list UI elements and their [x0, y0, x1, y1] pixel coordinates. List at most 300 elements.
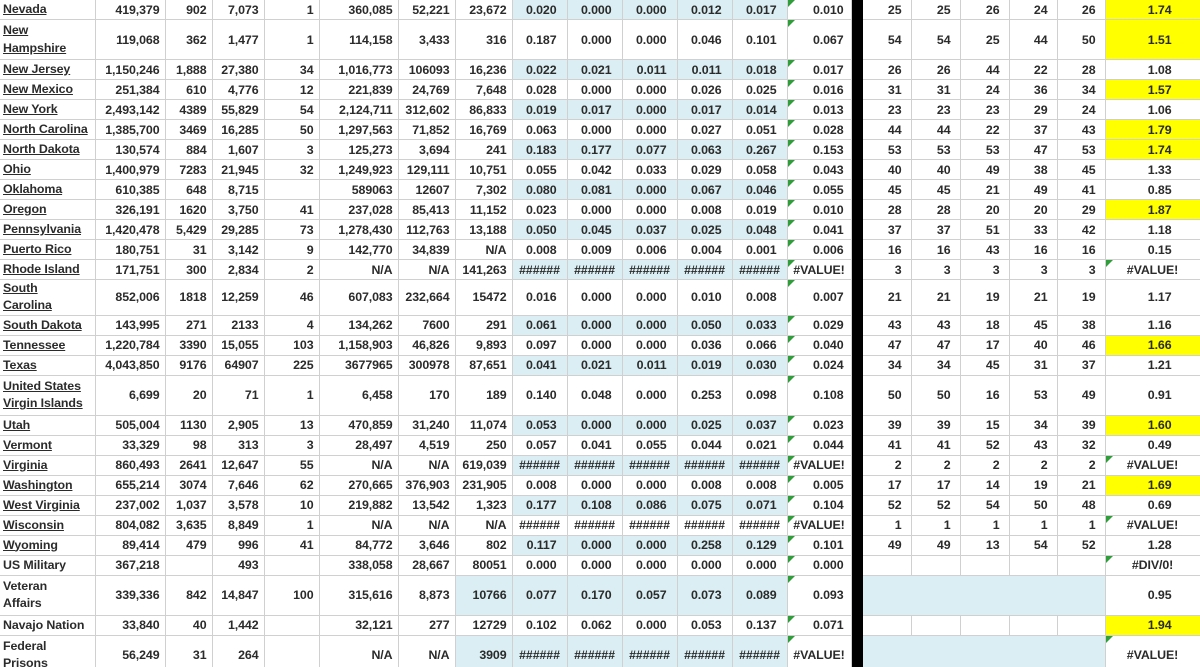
cell-rank[interactable]: 40	[911, 160, 960, 180]
cell-rate[interactable]: 0.033	[622, 160, 677, 180]
cell-score-highlighted[interactable]: 1.51	[1105, 20, 1200, 60]
cell-count[interactable]: 1	[264, 0, 319, 20]
cell-count[interactable]: 40	[165, 615, 212, 635]
cell-rate[interactable]: 0.053	[512, 415, 567, 435]
state-link-new-mexico[interactable]	[0, 80, 95, 100]
cell-count[interactable]: 3,646	[398, 535, 455, 555]
cell-rate[interactable]: 0.062	[567, 615, 622, 635]
cell-rank[interactable]: 52	[1057, 535, 1105, 555]
cell-count[interactable]: 4,043,850	[95, 355, 165, 375]
cell-rate[interactable]: 0.000	[567, 20, 622, 60]
cell-count[interactable]: N/A	[398, 515, 455, 535]
cell-rank[interactable]: 37	[1057, 355, 1105, 375]
cell-score-highlighted[interactable]: 1.57	[1105, 80, 1200, 100]
cell-rank[interactable]: 53	[862, 140, 911, 160]
cell-rank[interactable]: 2	[911, 455, 960, 475]
cell-rate[interactable]: 0.067	[677, 180, 732, 200]
cell-count[interactable]: 2,905	[212, 415, 264, 435]
cell-rank[interactable]: 28	[911, 200, 960, 220]
state-link-puerto-rico[interactable]	[0, 240, 95, 260]
cell-rate[interactable]: 0.008	[512, 240, 567, 260]
cell-count[interactable]: 1,477	[212, 20, 264, 60]
cell-rank[interactable]: 22	[1009, 60, 1057, 80]
cell-rank[interactable]	[960, 555, 1009, 575]
cell-count[interactable]: 46	[264, 280, 319, 316]
cell-score-highlighted[interactable]: 1.60	[1105, 415, 1200, 435]
cell-count[interactable]: 1,442	[212, 615, 264, 635]
state-link-new-jersey[interactable]	[0, 60, 95, 80]
cell-rate[interactable]: ######	[567, 455, 622, 475]
cell-count[interactable]: 376,903	[398, 475, 455, 495]
cell-count[interactable]: 300978	[398, 355, 455, 375]
cell-average[interactable]: #VALUE!	[787, 635, 851, 667]
cell-rank[interactable]: 41	[1057, 180, 1105, 200]
cell-count[interactable]: 180,751	[95, 240, 165, 260]
cell-count[interactable]: 29,285	[212, 220, 264, 240]
cell-count[interactable]: 10766	[455, 575, 512, 615]
cell-count[interactable]: 610,385	[95, 180, 165, 200]
cell-score[interactable]: #VALUE!	[1105, 260, 1200, 280]
cell-count[interactable]: 143,995	[95, 315, 165, 335]
cell-rate[interactable]: 0.000	[567, 80, 622, 100]
cell-count[interactable]: 4,776	[212, 80, 264, 100]
cell-count[interactable]: 21,945	[212, 160, 264, 180]
cell-rate[interactable]: ######	[677, 260, 732, 280]
cell-score-highlighted[interactable]: 1.94	[1105, 615, 1200, 635]
cell-rank[interactable]: 53	[960, 140, 1009, 160]
cell-count[interactable]: 2,493,142	[95, 100, 165, 120]
cell-rank[interactable]	[862, 615, 911, 635]
cell-rate[interactable]: 0.045	[567, 220, 622, 240]
state-link-united-states-virgin-islands[interactable]	[0, 375, 95, 415]
cell-count[interactable]: 2,834	[212, 260, 264, 280]
cell-average[interactable]: 0.067	[787, 20, 851, 60]
cell-count[interactable]: 112,763	[398, 220, 455, 240]
cell-count[interactable]: 9	[264, 240, 319, 260]
cell-rate[interactable]: 0.033	[732, 315, 787, 335]
cell-average[interactable]: 0.093	[787, 575, 851, 615]
cell-count[interactable]: 1620	[165, 200, 212, 220]
cell-rate[interactable]: 0.029	[677, 160, 732, 180]
cell-rank[interactable]: 38	[1057, 315, 1105, 335]
cell-rank[interactable]	[960, 615, 1009, 635]
cell-rate[interactable]: 0.051	[732, 120, 787, 140]
cell-average[interactable]: 0.017	[787, 60, 851, 80]
cell-rank[interactable]: 40	[1009, 335, 1057, 355]
cell-count[interactable]: 3,635	[165, 515, 212, 535]
cell-rank[interactable]: 49	[960, 160, 1009, 180]
cell-count[interactable]: 2,124,711	[319, 100, 398, 120]
cell-count[interactable]: 8,873	[398, 575, 455, 615]
cell-rank[interactable]: 17	[862, 475, 911, 495]
cell-count[interactable]: 33,329	[95, 435, 165, 455]
row-label-veteran-affairs[interactable]	[0, 575, 95, 615]
cell-count[interactable]: 31	[165, 240, 212, 260]
cell-score[interactable]: #VALUE!	[1105, 635, 1200, 667]
cell-count[interactable]: 50	[264, 120, 319, 140]
cell-rate[interactable]: 0.004	[677, 240, 732, 260]
cell-count[interactable]: 32,121	[319, 615, 398, 635]
cell-rank[interactable]: 17	[911, 475, 960, 495]
cell-average[interactable]: 0.041	[787, 220, 851, 240]
cell-rate[interactable]: 0.001	[732, 240, 787, 260]
cell-rate[interactable]: 0.000	[567, 280, 622, 316]
cell-count[interactable]: 1,400,979	[95, 160, 165, 180]
cell-rate[interactable]: 0.050	[677, 315, 732, 335]
state-link-north-carolina[interactable]	[0, 120, 95, 140]
cell-count[interactable]: 589063	[319, 180, 398, 200]
cell-rate[interactable]: 0.117	[512, 535, 567, 555]
cell-rate[interactable]: 0.042	[567, 160, 622, 180]
cell-count[interactable]: 852,006	[95, 280, 165, 316]
cell-rank[interactable]: 19	[1057, 280, 1105, 316]
cell-rate[interactable]: 0.041	[567, 435, 622, 455]
cell-count[interactable]: 232,664	[398, 280, 455, 316]
cell-count[interactable]: 64907	[212, 355, 264, 375]
cell-rank[interactable]: 29	[1009, 100, 1057, 120]
cell-rate[interactable]: 0.020	[512, 0, 567, 20]
cell-count[interactable]: 125,273	[319, 140, 398, 160]
cell-rank[interactable]: 16	[1009, 240, 1057, 260]
cell-rank[interactable]: 43	[911, 315, 960, 335]
cell-count[interactable]: 291	[455, 315, 512, 335]
state-link-ohio[interactable]	[0, 160, 95, 180]
cell-rank[interactable]	[1009, 615, 1057, 635]
cell-rank[interactable]: 39	[1057, 415, 1105, 435]
cell-count[interactable]: 3	[264, 140, 319, 160]
state-link-oklahoma[interactable]	[0, 180, 95, 200]
cell-count[interactable]: 221,839	[319, 80, 398, 100]
cell-count[interactable]: 28,667	[398, 555, 455, 575]
cell-count[interactable]: 71	[212, 375, 264, 415]
cell-rate[interactable]: 0.101	[732, 20, 787, 60]
cell-score-highlighted[interactable]: 1.66	[1105, 335, 1200, 355]
cell-count[interactable]: 7283	[165, 160, 212, 180]
cell-count[interactable]: 610	[165, 80, 212, 100]
cell-rate[interactable]: 0.008	[732, 475, 787, 495]
cell-rate[interactable]: 0.108	[567, 495, 622, 515]
cell-count[interactable]: 28,497	[319, 435, 398, 455]
cell-rank[interactable]: 15	[960, 415, 1009, 435]
cell-rank[interactable]: 53	[1057, 140, 1105, 160]
cell-score[interactable]: 0.69	[1105, 495, 1200, 515]
cell-score[interactable]: 1.06	[1105, 100, 1200, 120]
cell-rank[interactable]: 26	[911, 60, 960, 80]
cell-count[interactable]: 3,694	[398, 140, 455, 160]
cell-rank[interactable]: 46	[1057, 335, 1105, 355]
cell-score[interactable]: 0.49	[1105, 435, 1200, 455]
cell-score[interactable]: #DIV/0!	[1105, 555, 1200, 575]
cell-count[interactable]: 7600	[398, 315, 455, 335]
cell-count[interactable]: 1,037	[165, 495, 212, 515]
cell-rank[interactable]: 54	[911, 20, 960, 60]
cell-rate[interactable]: 0.057	[512, 435, 567, 455]
cell-count[interactable]: 241	[455, 140, 512, 160]
cell-rank[interactable]: 45	[1057, 160, 1105, 180]
cell-rank[interactable]: 3	[1009, 260, 1057, 280]
cell-count[interactable]: 802	[455, 535, 512, 555]
cell-rate[interactable]: ######	[622, 635, 677, 667]
cell-count[interactable]: 264	[212, 635, 264, 667]
cell-score[interactable]: 0.95	[1105, 575, 1200, 615]
cell-score-highlighted[interactable]: 1.74	[1105, 140, 1200, 160]
cell-count[interactable]: 85,413	[398, 200, 455, 220]
cell-rate[interactable]: ######	[677, 455, 732, 475]
cell-rank[interactable]: 3	[911, 260, 960, 280]
cell-rank[interactable]: 25	[960, 20, 1009, 60]
cell-rate[interactable]: ######	[732, 635, 787, 667]
cell-rate[interactable]: 0.000	[622, 280, 677, 316]
cell-count[interactable]: 1130	[165, 415, 212, 435]
cell-rank[interactable]: 28	[1057, 60, 1105, 80]
cell-rate[interactable]: 0.037	[622, 220, 677, 240]
cell-rank[interactable]: 20	[960, 200, 1009, 220]
cell-count[interactable]: 231,905	[455, 475, 512, 495]
cell-rank[interactable]: 3	[862, 260, 911, 280]
cell-rank[interactable]: 31	[911, 80, 960, 100]
cell-rank[interactable]: 23	[862, 100, 911, 120]
rank-band-empty[interactable]	[862, 575, 1105, 615]
cell-rate[interactable]: ######	[732, 260, 787, 280]
cell-rank[interactable]: 17	[960, 335, 1009, 355]
cell-rate[interactable]: 0.000	[567, 555, 622, 575]
cell-count[interactable]: 6,458	[319, 375, 398, 415]
cell-rank[interactable]: 47	[1009, 140, 1057, 160]
cell-rate[interactable]: 0.036	[677, 335, 732, 355]
cell-rank[interactable]: 37	[862, 220, 911, 240]
cell-rank[interactable]: 2	[1057, 455, 1105, 475]
cell-score-highlighted[interactable]: 1.74	[1105, 0, 1200, 20]
cell-count[interactable]: N/A	[455, 240, 512, 260]
cell-rank[interactable]: 21	[862, 280, 911, 316]
cell-rate[interactable]: 0.000	[567, 535, 622, 555]
state-link-wisconsin[interactable]	[0, 515, 95, 535]
cell-count[interactable]: 237,002	[95, 495, 165, 515]
cell-count[interactable]: 1,385,700	[95, 120, 165, 140]
cell-rate[interactable]: 0.021	[732, 435, 787, 455]
cell-rank[interactable]: 54	[862, 20, 911, 60]
cell-rate[interactable]: 0.000	[567, 415, 622, 435]
cell-rate[interactable]: 0.129	[732, 535, 787, 555]
cell-count[interactable]: 251,384	[95, 80, 165, 100]
cell-count[interactable]: 270,665	[319, 475, 398, 495]
cell-count[interactable]: 12	[264, 80, 319, 100]
cell-rank[interactable]: 1	[862, 515, 911, 535]
cell-count[interactable]: 54	[264, 100, 319, 120]
cell-rate[interactable]: 0.000	[622, 335, 677, 355]
cell-rate[interactable]: 0.027	[677, 120, 732, 140]
cell-count[interactable]: 339,336	[95, 575, 165, 615]
cell-rate[interactable]: ######	[512, 260, 567, 280]
cell-count[interactable]: 41	[264, 200, 319, 220]
cell-rate[interactable]: ######	[512, 455, 567, 475]
cell-count[interactable]: 141,263	[455, 260, 512, 280]
cell-rate[interactable]: 0.057	[622, 575, 677, 615]
cell-rank[interactable]	[1057, 615, 1105, 635]
cell-count[interactable]: 1,278,430	[319, 220, 398, 240]
cell-rate[interactable]: 0.022	[512, 60, 567, 80]
cell-count[interactable]: 13	[264, 415, 319, 435]
state-link-oregon[interactable]	[0, 200, 95, 220]
cell-count[interactable]: 100	[264, 575, 319, 615]
cell-count[interactable]: 277	[398, 615, 455, 635]
cell-score[interactable]: #VALUE!	[1105, 455, 1200, 475]
cell-score[interactable]: 0.91	[1105, 375, 1200, 415]
cell-rate[interactable]: 0.030	[732, 355, 787, 375]
cell-rank[interactable]: 47	[862, 335, 911, 355]
cell-count[interactable]: N/A	[319, 515, 398, 535]
cell-rate[interactable]: 0.253	[677, 375, 732, 415]
cell-rate[interactable]: 0.063	[512, 120, 567, 140]
cell-score-highlighted[interactable]: 1.87	[1105, 200, 1200, 220]
cell-rate[interactable]: 0.000	[567, 475, 622, 495]
cell-rate[interactable]: 0.098	[732, 375, 787, 415]
cell-rank[interactable]: 47	[911, 335, 960, 355]
cell-average[interactable]: 0.010	[787, 200, 851, 220]
cell-count[interactable]: 2641	[165, 455, 212, 475]
state-link-north-dakota[interactable]	[0, 140, 95, 160]
cell-average[interactable]: 0.016	[787, 80, 851, 100]
cell-rate[interactable]: 0.000	[622, 120, 677, 140]
cell-rate[interactable]: ######	[512, 515, 567, 535]
cell-count[interactable]: 2133	[212, 315, 264, 335]
cell-count[interactable]: 84,772	[319, 535, 398, 555]
cell-rate[interactable]: ######	[622, 260, 677, 280]
cell-count[interactable]: 1,297,563	[319, 120, 398, 140]
cell-count[interactable]: 1,016,773	[319, 60, 398, 80]
cell-count[interactable]: 3,578	[212, 495, 264, 515]
cell-rate[interactable]: 0.041	[512, 355, 567, 375]
cell-score[interactable]: 1.18	[1105, 220, 1200, 240]
cell-count[interactable]: 98	[165, 435, 212, 455]
state-link-wyoming[interactable]	[0, 535, 95, 555]
cell-rate[interactable]: 0.017	[567, 100, 622, 120]
cell-rate[interactable]: 0.000	[567, 120, 622, 140]
cell-count[interactable]: 7,646	[212, 475, 264, 495]
cell-rate[interactable]: 0.014	[732, 100, 787, 120]
cell-rank[interactable]: 1	[1009, 515, 1057, 535]
cell-rank[interactable]: 52	[960, 435, 1009, 455]
state-link-south-dakota[interactable]	[0, 315, 95, 335]
cell-score[interactable]: 1.17	[1105, 280, 1200, 316]
cell-rate[interactable]: 0.018	[732, 60, 787, 80]
cell-rate[interactable]: 0.019	[512, 100, 567, 120]
cell-rank[interactable]: 34	[862, 355, 911, 375]
cell-count[interactable]	[264, 180, 319, 200]
cell-count[interactable]: 3,433	[398, 20, 455, 60]
cell-rate[interactable]: 0.081	[567, 180, 622, 200]
cell-rate[interactable]: ######	[567, 260, 622, 280]
cell-rate[interactable]: 0.017	[677, 100, 732, 120]
cell-count[interactable]: 1,249,923	[319, 160, 398, 180]
cell-average[interactable]: 0.010	[787, 0, 851, 20]
cell-count[interactable]: 360,085	[319, 0, 398, 20]
cell-rate[interactable]: 0.000	[622, 315, 677, 335]
cell-score[interactable]: 0.85	[1105, 180, 1200, 200]
cell-count[interactable]: 33,840	[95, 615, 165, 635]
cell-rate[interactable]: 0.055	[622, 435, 677, 455]
cell-count[interactable]: 119,068	[95, 20, 165, 60]
cell-rate[interactable]: 0.023	[512, 200, 567, 220]
cell-count[interactable]: 4	[264, 315, 319, 335]
cell-rate[interactable]: 0.071	[732, 495, 787, 515]
cell-count[interactable]: 237,028	[319, 200, 398, 220]
cell-rate[interactable]: ######	[677, 515, 732, 535]
cell-count[interactable]: 32	[264, 160, 319, 180]
cell-rate[interactable]: 0.019	[732, 200, 787, 220]
cell-rank[interactable]: 43	[960, 240, 1009, 260]
cell-rank[interactable]: 54	[1009, 535, 1057, 555]
cell-rate[interactable]: 0.037	[732, 415, 787, 435]
cell-rate[interactable]: 0.102	[512, 615, 567, 635]
cell-rank[interactable]: 40	[862, 160, 911, 180]
cell-rate[interactable]: 0.025	[677, 220, 732, 240]
cell-count[interactable]: 12,259	[212, 280, 264, 316]
rank-band-empty[interactable]	[862, 635, 1105, 667]
cell-count[interactable]: 114,158	[319, 20, 398, 60]
cell-count[interactable]: 7,302	[455, 180, 512, 200]
cell-rank[interactable]: 34	[1009, 415, 1057, 435]
state-link-virginia[interactable]	[0, 455, 95, 475]
cell-score[interactable]: #VALUE!	[1105, 515, 1200, 535]
cell-rate[interactable]: 0.267	[732, 140, 787, 160]
cell-count[interactable]: 16,769	[455, 120, 512, 140]
cell-average[interactable]: 0.104	[787, 495, 851, 515]
cell-count[interactable]: 86,833	[455, 100, 512, 120]
cell-rank[interactable]: 43	[862, 315, 911, 335]
cell-rank[interactable]: 24	[1009, 0, 1057, 20]
cell-rate[interactable]: 0.000	[567, 335, 622, 355]
cell-average[interactable]: #VALUE!	[787, 260, 851, 280]
cell-rate[interactable]: 0.050	[512, 220, 567, 240]
cell-count[interactable]: 1818	[165, 280, 212, 316]
cell-rank[interactable]: 50	[911, 375, 960, 415]
cell-rate[interactable]: ######	[677, 635, 732, 667]
cell-rate[interactable]: ######	[622, 455, 677, 475]
cell-count[interactable]: 505,004	[95, 415, 165, 435]
cell-rank[interactable]: 18	[960, 315, 1009, 335]
cell-count[interactable]: 16,285	[212, 120, 264, 140]
cell-rate[interactable]: 0.008	[732, 280, 787, 316]
cell-rank[interactable]: 49	[862, 535, 911, 555]
cell-rate[interactable]: 0.000	[622, 200, 677, 220]
state-link-pennsylvania[interactable]	[0, 220, 95, 240]
cell-rate[interactable]: 0.010	[677, 280, 732, 316]
cell-rate[interactable]: 0.011	[677, 60, 732, 80]
cell-rank[interactable]: 23	[911, 100, 960, 120]
cell-rate[interactable]: 0.011	[622, 355, 677, 375]
cell-average[interactable]: 0.028	[787, 120, 851, 140]
cell-count[interactable]: 3909	[455, 635, 512, 667]
cell-count[interactable]: 14,847	[212, 575, 264, 615]
cell-rate[interactable]: 0.086	[622, 495, 677, 515]
cell-rate[interactable]: 0.028	[512, 80, 567, 100]
cell-rank[interactable]: 51	[960, 220, 1009, 240]
cell-rate[interactable]: 0.016	[512, 280, 567, 316]
cell-count[interactable]: 312,602	[398, 100, 455, 120]
cell-rank[interactable]: 31	[1009, 355, 1057, 375]
cell-average[interactable]: 0.006	[787, 240, 851, 260]
state-link-rhode-island[interactable]	[0, 260, 95, 280]
cell-average[interactable]: 0.055	[787, 180, 851, 200]
cell-count[interactable]: 9,893	[455, 335, 512, 355]
cell-score-highlighted[interactable]: 1.79	[1105, 120, 1200, 140]
cell-rate[interactable]: 0.046	[732, 180, 787, 200]
cell-rank[interactable]	[1009, 555, 1057, 575]
cell-rank[interactable]: 43	[1009, 435, 1057, 455]
cell-rank[interactable]: 34	[1057, 80, 1105, 100]
cell-rank[interactable]: 26	[862, 60, 911, 80]
